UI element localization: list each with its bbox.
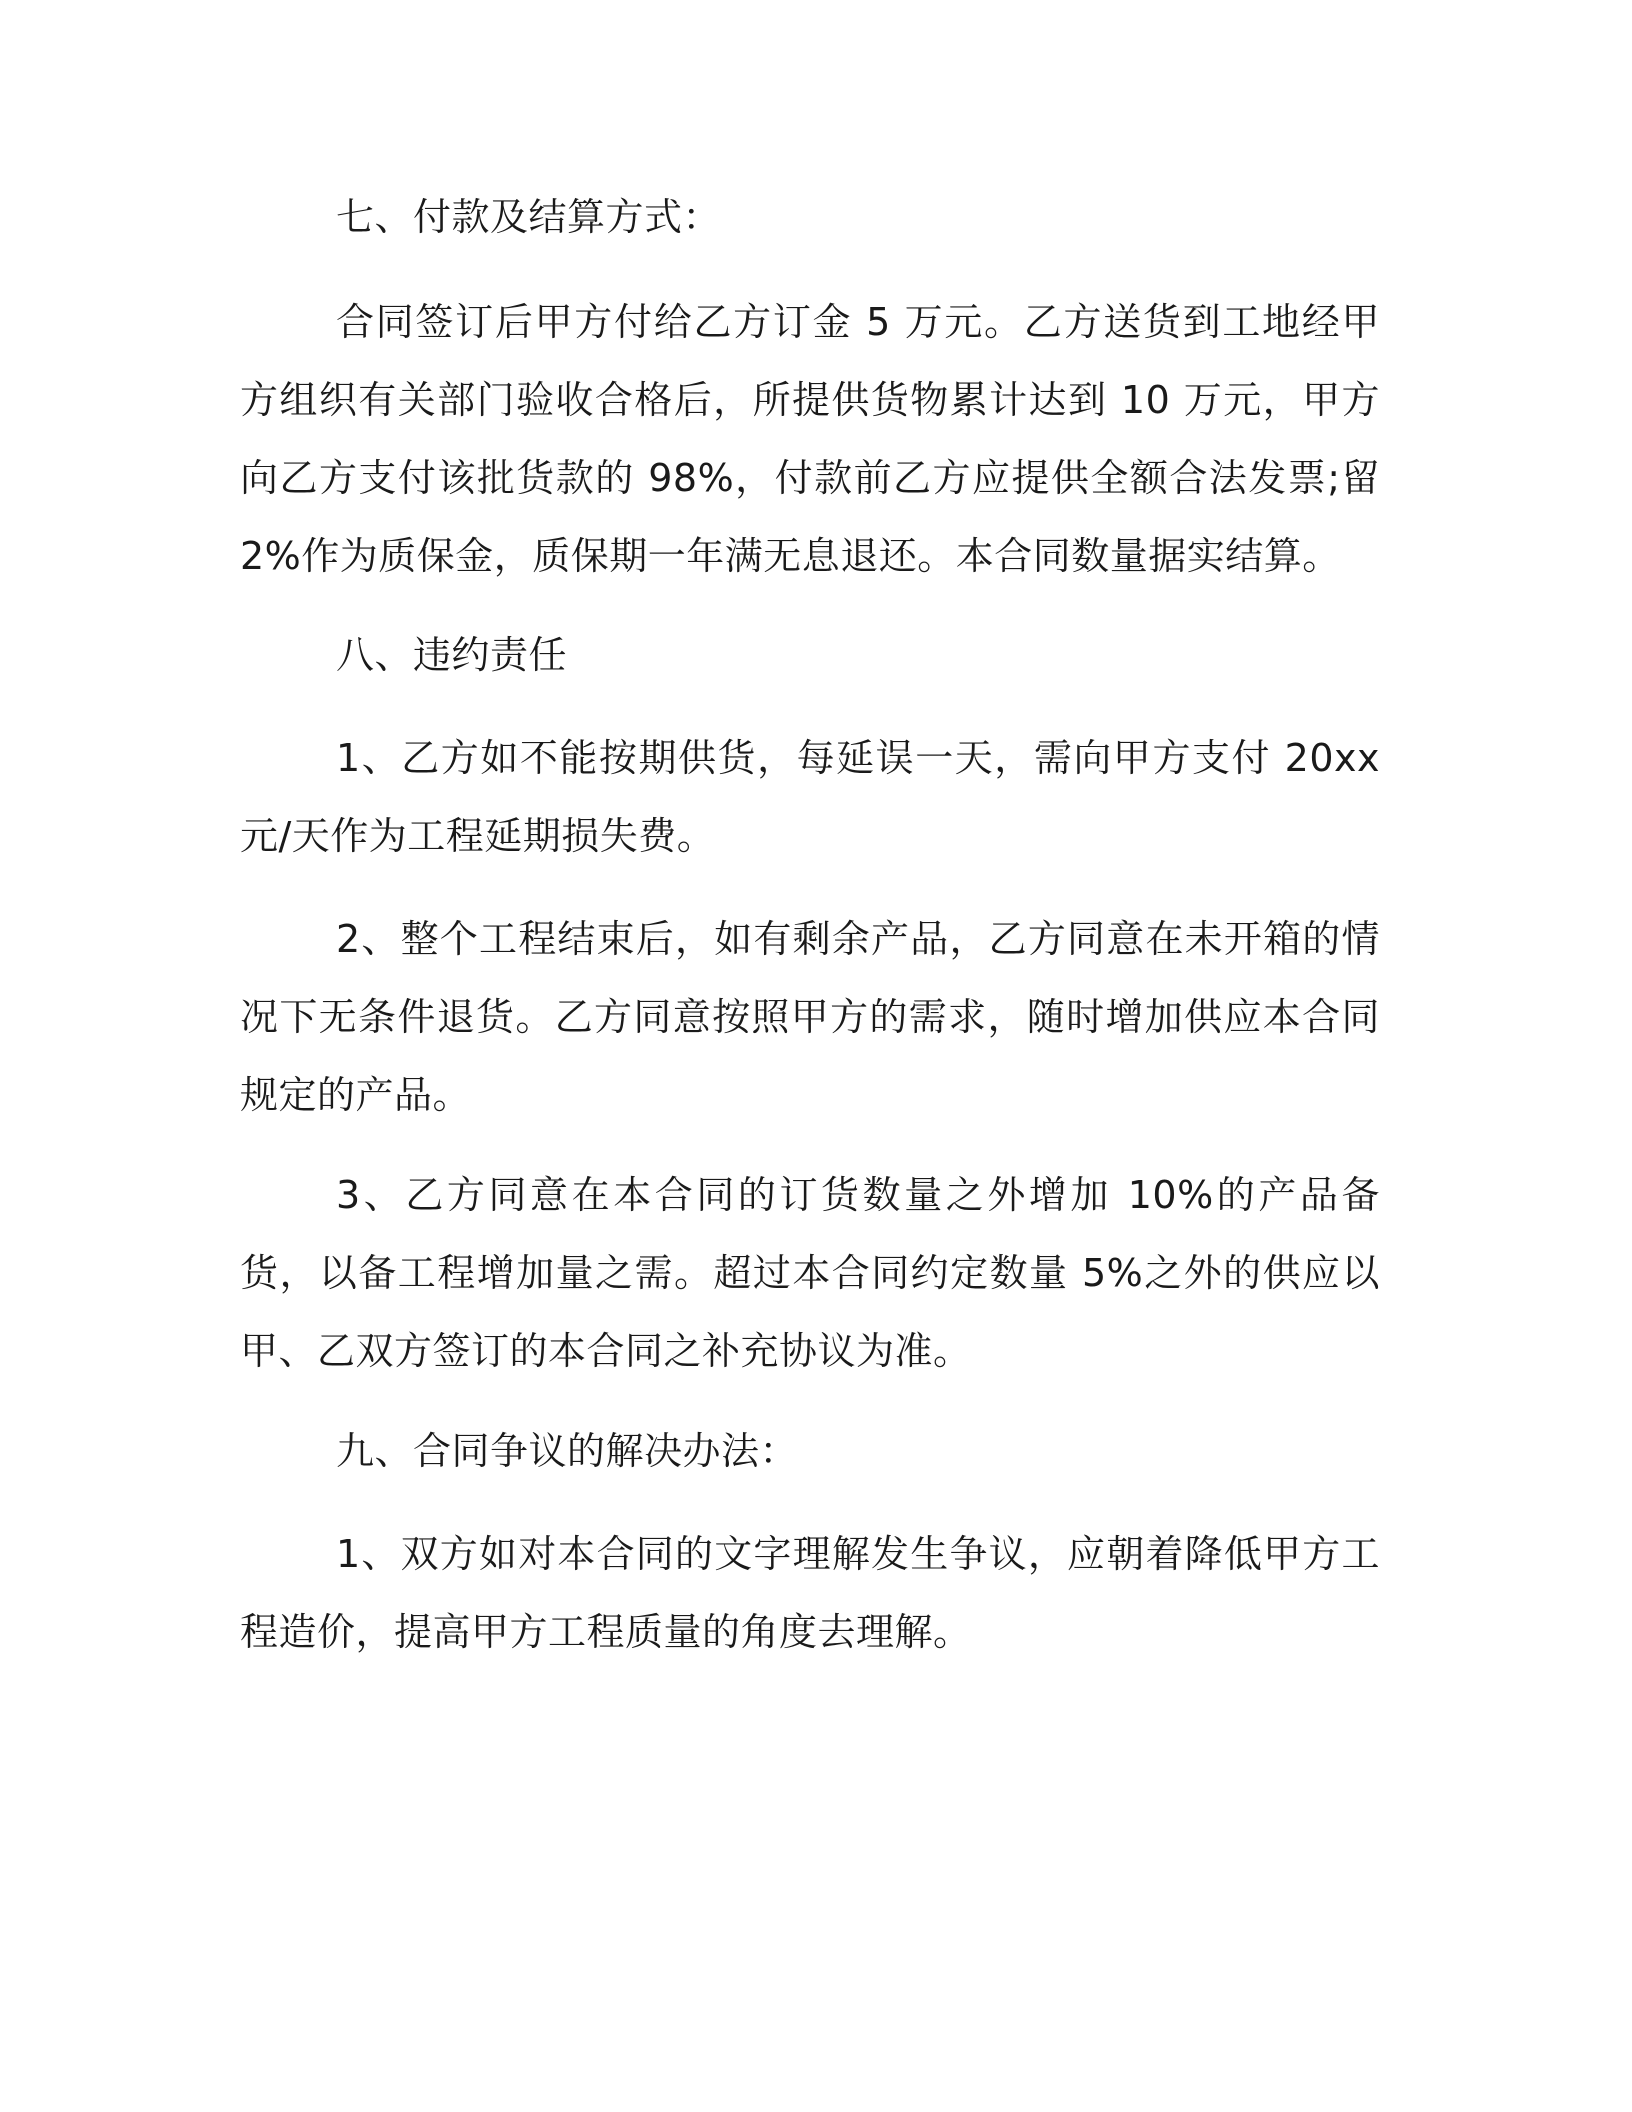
section-8-item-3: 3、乙方同意在本合同的订货数量之外增加 10%的产品备货，以备工程增加量之需。超过本合同约定数量 5%之外的供应以甲、乙双方签订的本合同之补充协议为准。: [240, 1173, 1380, 1373]
section-9-heading: 九、合同争议的解决办法：: [336, 1429, 799, 1473]
section-8-item-2: 2、整个工程结束后，如有剩余产品，乙方同意在未开箱的情况下无条件退货。乙方同意按照甲方的需求，随时增加供应本合同规定的产品。: [240, 917, 1380, 1117]
section-7-heading: 七、付款及结算方式：: [336, 195, 722, 239]
section-7-body: 合同签订后甲方付给乙方订金 5 万元。乙方送货到工地经甲方组织有关部门验收合格后，所提供货物累计达到 10 万元，甲方向乙方支付该批货款的 98%，付款前乙方应提供全额合法发票;留 2%作为质保金，质保期一年满无息退还。本合同数量据实结算。: [240, 300, 1393, 578]
section-9-item-1: 1、双方如对本合同的文字理解发生争议，应朝着降低甲方工程造价，提高甲方工程质量的角度去理解。: [240, 1532, 1380, 1654]
section-8-heading: 八、违约责任: [336, 633, 568, 677]
section-8-item-1: 1、乙方如不能按期供货，每延误一天，需向甲方支付 20xx 元/天作为工程延期损失费。: [240, 736, 1393, 858]
